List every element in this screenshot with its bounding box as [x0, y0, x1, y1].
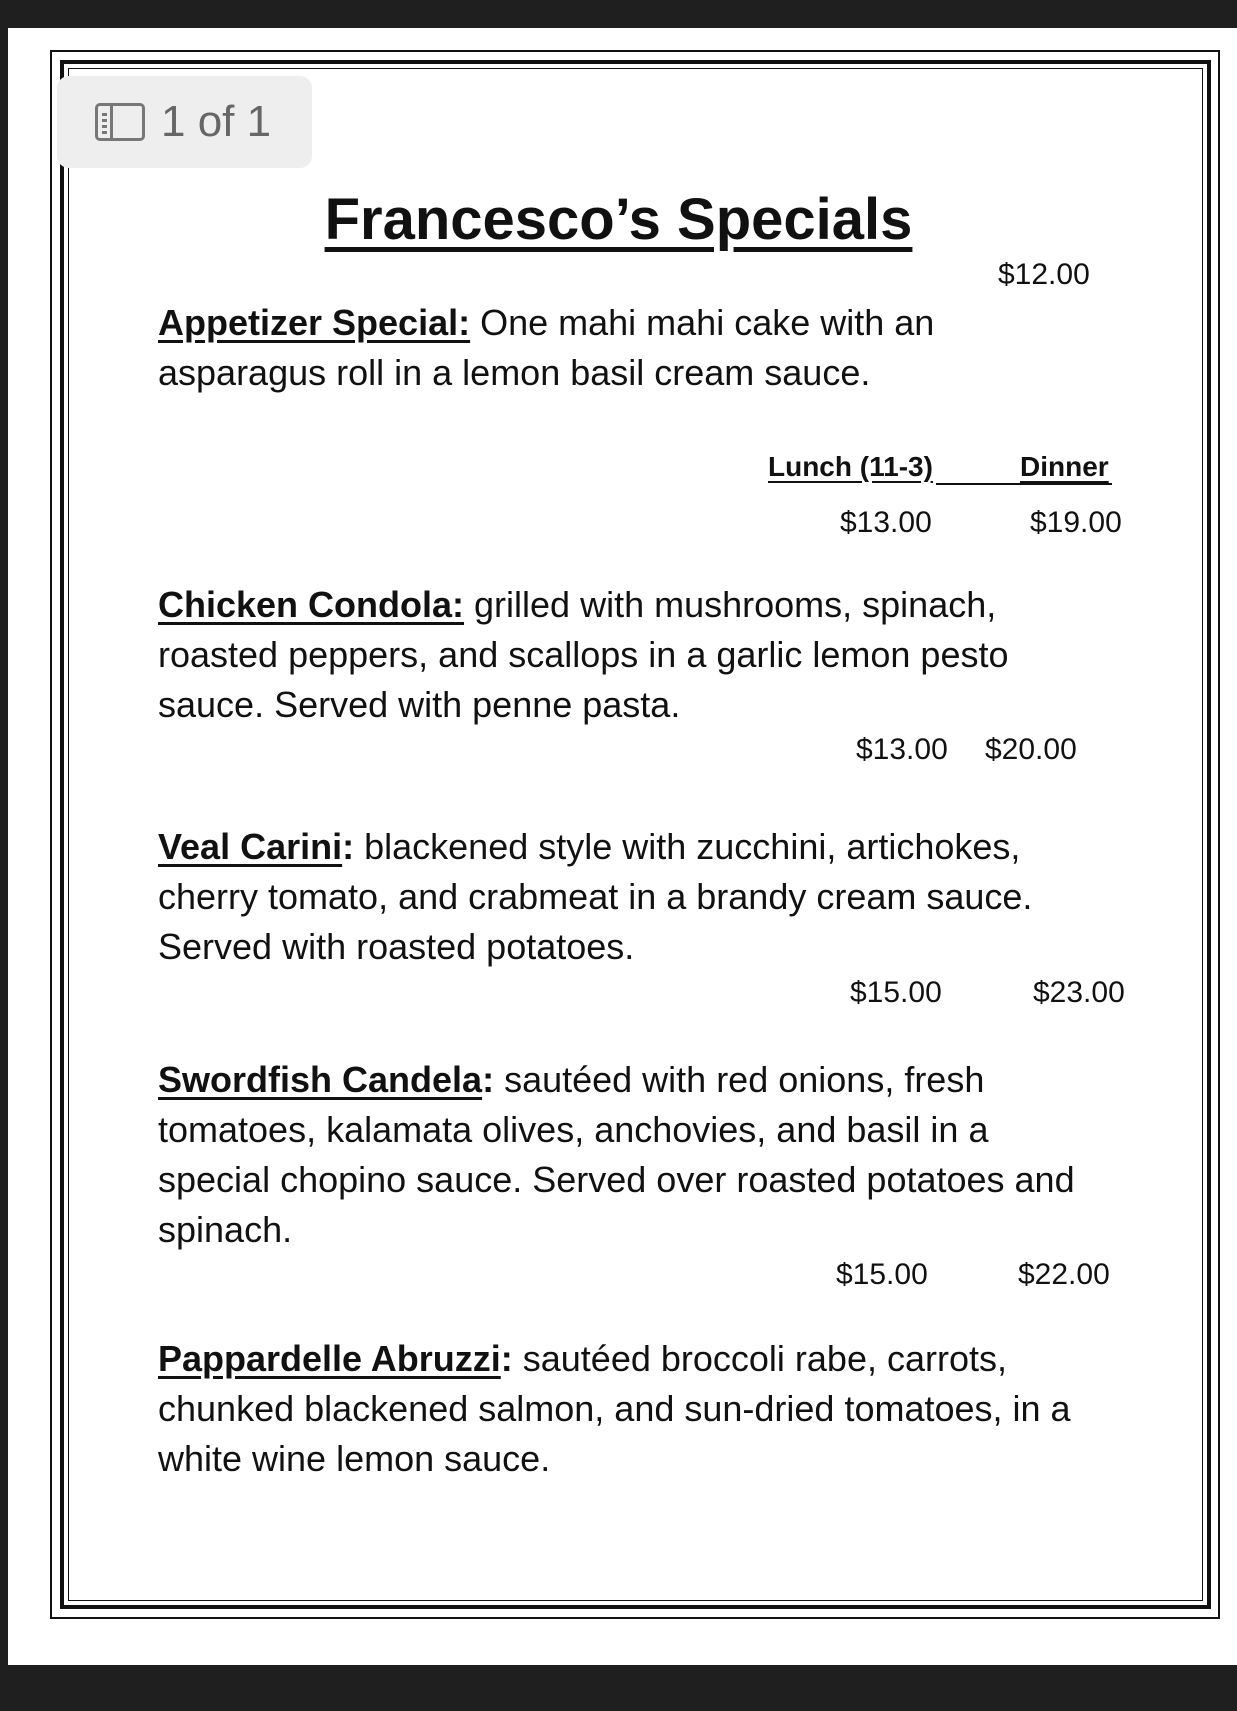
dish-desc: chunked blackened salmon, and sun-dried tomatoes, in a	[158, 1388, 1071, 1429]
dish-desc: Served with roasted potatoes.	[158, 926, 635, 967]
lunch-price: $15.00	[836, 1258, 928, 1291]
appetizer-name: Appetizer Special:	[158, 302, 471, 343]
dish-line	[158, 1334, 1007, 1384]
dish-desc: sautéed broccoli rabe, carrots,	[512, 1338, 1007, 1379]
menu-title: Francesco’s Specials	[324, 187, 913, 252]
header-rule	[936, 483, 1112, 485]
dish-name: Chicken Condola:	[158, 584, 465, 625]
dish-colon: :	[482, 1059, 495, 1100]
lunch-price: $13.00	[856, 733, 948, 766]
page-layout-icon	[95, 103, 145, 141]
dish-name: Swordfish Candela	[158, 1059, 483, 1100]
appetizer-price: $12.00	[998, 258, 1090, 291]
dish-desc: spinach.	[158, 1209, 293, 1250]
dish-desc: roasted peppers, and scallops in a garlic lemon pesto	[158, 634, 1009, 675]
appetizer-desc-2: asparagus roll in a lemon basil cream sauce.	[158, 352, 871, 393]
appetizer-desc-1: One mahi mahi cake with an	[470, 302, 935, 343]
dinner-column-header: Dinner	[1020, 451, 1109, 482]
dish-line	[158, 822, 1020, 872]
dish-desc: grilled with mushrooms, spinach,	[464, 584, 997, 625]
dish-desc: blackened style with zucchini, artichokes,	[354, 826, 1021, 867]
lunch-price: $13.00	[840, 506, 932, 539]
page-count-label: 1 of 1	[161, 97, 272, 146]
appetizer-line-1	[158, 298, 934, 348]
dinner-price: $19.00	[1030, 506, 1122, 539]
page-indicator[interactable]	[57, 76, 312, 168]
dish-desc: tomatoes, kalamata olives, anchovies, and basil in a	[158, 1109, 989, 1150]
dish-desc: sautéed with red onions, fresh	[494, 1059, 985, 1100]
dish-desc: cherry tomato, and crabmeat in a brandy cream sauce.	[158, 876, 1033, 917]
dish-name: Pappardelle Abruzzi	[158, 1338, 501, 1379]
dinner-price: $20.00	[985, 733, 1077, 766]
lunch-price: $15.00	[850, 976, 942, 1009]
dish-desc: sauce. Served with penne pasta.	[158, 684, 681, 725]
dish-line	[158, 580, 996, 630]
dish-colon: :	[500, 1338, 513, 1379]
dish-colon: :	[342, 826, 355, 867]
dinner-price: $23.00	[1033, 976, 1125, 1009]
dish-name: Veal Carini	[158, 826, 343, 867]
dish-line	[158, 1055, 984, 1105]
dish-desc: special chopino sauce. Served over roasted potatoes and	[158, 1159, 1075, 1200]
lunch-column-header: Lunch (11-3)	[768, 451, 933, 482]
dish-desc: white wine lemon sauce.	[158, 1438, 551, 1479]
dinner-price: $22.00	[1018, 1258, 1110, 1291]
